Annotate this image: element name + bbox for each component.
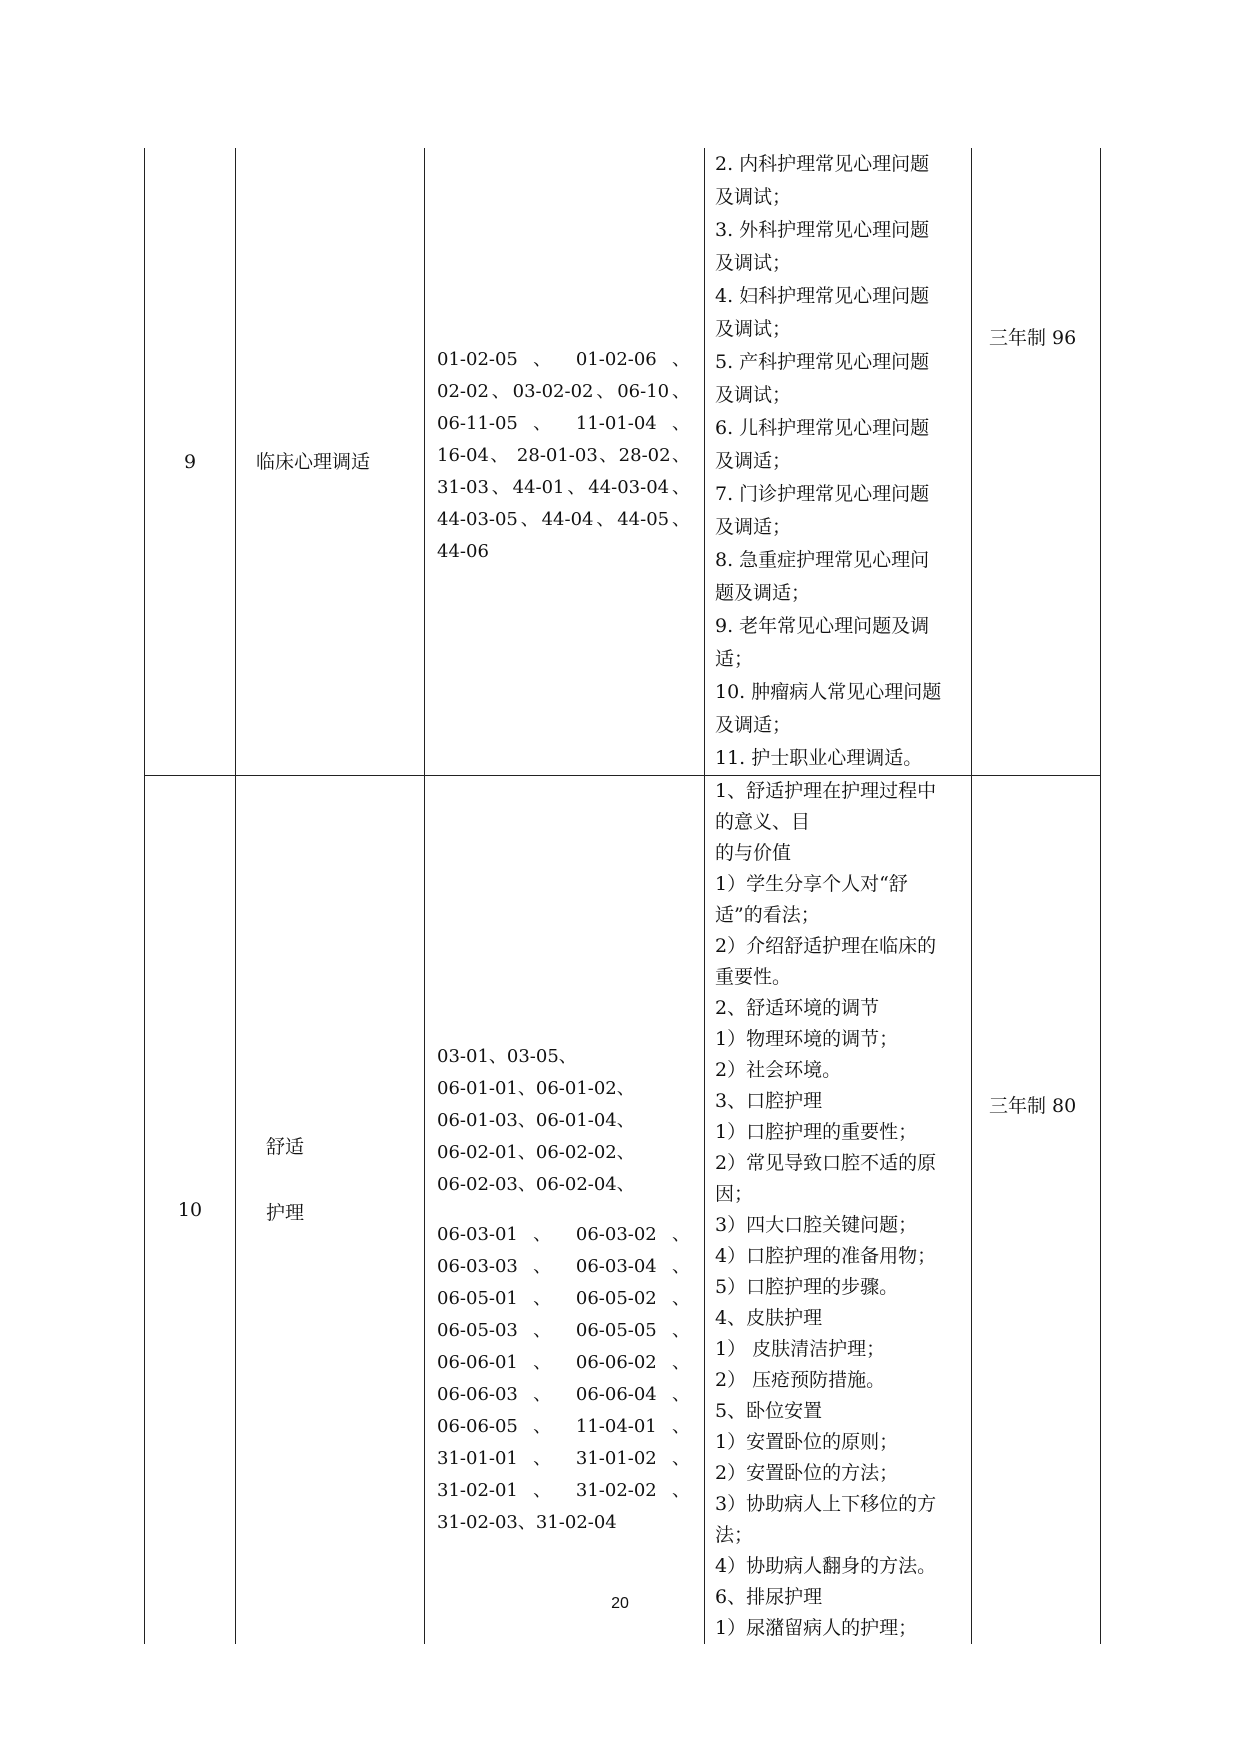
content-line: 5. 产科护理常见心理问题 — [715, 351, 930, 373]
course-name-cell — [236, 148, 425, 776]
code-line: 06-02-03、06-02-04、 — [437, 1174, 635, 1195]
code-list — [425, 1041, 704, 1539]
course-name-line: 护理 — [266, 1202, 305, 1224]
content-line: 5）口腔护理的步骤。 — [715, 1276, 899, 1298]
content-list — [705, 148, 971, 775]
code-line: 44-06 — [437, 540, 489, 562]
code-line: 06-01-01、06-01-02、 — [437, 1078, 635, 1099]
content-line: 4）口腔护理的准备用物； — [715, 1245, 937, 1267]
hours-text: 三年制 96 — [989, 326, 1077, 349]
hours-cell — [972, 776, 1101, 1645]
content-line: 1） 皮肤清洁护理； — [715, 1338, 886, 1360]
content-line: 及调试； — [715, 252, 792, 274]
content-line: 1）安置卧位的原则； — [715, 1431, 899, 1453]
curriculum-table — [144, 148, 1101, 1644]
code-line: 16-04、 28-01-03、28-02、 — [437, 444, 690, 466]
row-number: 10 — [145, 776, 236, 1645]
content-line: 1）物理环境的调节； — [715, 1028, 899, 1050]
content-line: 及调试； — [715, 318, 792, 340]
content-line: 1）口腔护理的重要性； — [715, 1121, 918, 1143]
content-line: 法； — [715, 1524, 754, 1546]
content-line: 7. 门诊护理常见心理问题 — [715, 483, 930, 505]
code-line: 31-02-01 、 31-02-02 、 — [437, 1480, 690, 1501]
row-number: 9 — [145, 148, 236, 776]
content-line: 3. 外科护理常见心理问题 — [715, 219, 930, 241]
content-line: 6. 儿科护理常见心理问题 — [715, 417, 930, 439]
content-line: 的意义、目 — [715, 811, 811, 833]
code-line: 06-06-03 、 06-06-04 、 — [437, 1384, 690, 1405]
content-line: 2）社会环境。 — [715, 1059, 842, 1081]
content-line: 11. 护士职业心理调适。 — [715, 747, 923, 769]
code-line: 31-01-01 、 31-01-02 、 — [437, 1448, 690, 1469]
content-cell — [705, 148, 972, 776]
content-line: 适； — [715, 648, 754, 670]
content-line: 3）协助病人上下移位的方 — [715, 1493, 937, 1515]
course-name-line: 舒适 — [266, 1136, 305, 1158]
code-line: 02-02、03-02-02、06-10、 — [437, 380, 690, 402]
content-line: 2）安置卧位的方法； — [715, 1462, 899, 1484]
content-line: 及调适； — [715, 450, 792, 472]
content-line: 适”的看法； — [715, 904, 820, 926]
hours-text: 三年制 80 — [989, 1095, 1077, 1117]
table-row — [145, 776, 1101, 1645]
content-line: 4）协助病人翻身的方法。 — [715, 1555, 937, 1577]
code-cell — [425, 148, 705, 776]
content-line: 1）尿潴留病人的护理； — [715, 1617, 918, 1639]
content-line: 1）学生分享个人对“舒 — [715, 873, 908, 895]
code-line: 31-03、44-01、44-03-04、 — [437, 476, 690, 498]
content-line: 2）介绍舒适护理在临床的 — [715, 935, 937, 957]
content-line: 因； — [715, 1183, 754, 1205]
content-line: 2. 内科护理常见心理问题 — [715, 153, 930, 175]
code-line: 06-02-01、06-02-02、 — [437, 1142, 635, 1163]
code-line: 06-05-03 、 06-05-05 、 — [437, 1320, 690, 1341]
content-line: 重要性。 — [715, 966, 792, 988]
code-cell — [425, 776, 705, 1645]
hours-cell — [972, 148, 1101, 776]
code-line: 06-05-01 、 06-05-02 、 — [437, 1288, 690, 1309]
content-cell — [705, 776, 972, 1645]
content-line: 2）常见导致口腔不适的原 — [715, 1152, 937, 1174]
page-number: 20 — [611, 1595, 629, 1612]
content-line: 4、皮肤护理 — [715, 1307, 823, 1329]
table-row — [145, 148, 1101, 776]
course-name-cell — [236, 776, 425, 1645]
code-line: 06-06-05 、 11-04-01 、 — [437, 1416, 690, 1437]
code-line: 06-01-03、06-01-04、 — [437, 1110, 635, 1131]
code-line: 44-03-05、44-04、44-05、 — [437, 508, 690, 530]
code-line: 03-01、03-05、 — [437, 1046, 577, 1067]
content-line: 及调试； — [715, 384, 792, 406]
content-line: 的与价值 — [715, 842, 792, 864]
code-line: 01-02-05 、 01-02-06 、 — [437, 348, 690, 370]
content-line: 3、口腔护理 — [715, 1090, 823, 1112]
course-name: 临床心理调适 — [256, 450, 371, 473]
content-line: 2） 压疮预防措施。 — [715, 1369, 886, 1391]
code-line: 06-11-05 、 11-01-04 、 — [437, 412, 690, 434]
content-line: 4. 妇科护理常见心理问题 — [715, 285, 930, 307]
content-line: 8. 急重症护理常见心理问 — [715, 549, 930, 571]
content-line: 6、排尿护理 — [715, 1586, 823, 1608]
content-line: 2、舒适环境的调节 — [715, 997, 880, 1019]
content-line: 及调适； — [715, 516, 792, 538]
content-line: 9. 老年常见心理问题及调 — [715, 615, 930, 637]
content-line: 1、舒适护理在护理过程中 — [715, 780, 937, 802]
content-line: 题及调适； — [715, 582, 811, 604]
code-list — [425, 344, 704, 568]
course-name — [236, 1131, 424, 1229]
code-line: 31-02-03、31-02-04 — [437, 1512, 617, 1533]
content-line: 10. 肿瘤病人常见心理问题 — [715, 681, 942, 703]
content-line: 及调试； — [715, 186, 792, 208]
content-line: 3）四大口腔关键问题； — [715, 1214, 918, 1236]
content-line: 及调适； — [715, 714, 792, 736]
code-line: 06-06-01 、 06-06-02 、 — [437, 1352, 690, 1373]
content-line: 5、卧位安置 — [715, 1400, 823, 1422]
content-list — [705, 776, 971, 1644]
code-line: 06-03-01 、 06-03-02 、 — [437, 1224, 690, 1245]
code-line: 06-03-03 、 06-03-04 、 — [437, 1256, 690, 1277]
